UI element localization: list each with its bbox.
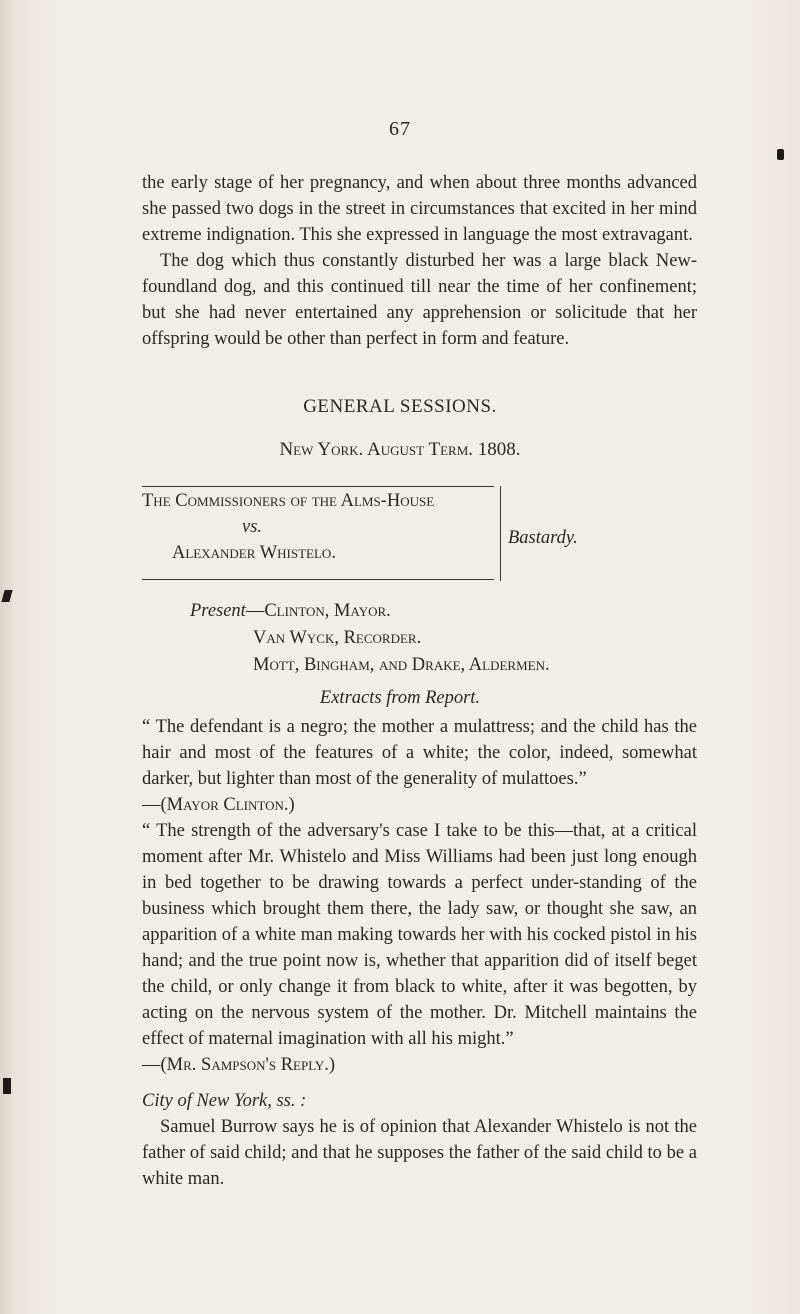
brace xyxy=(490,486,501,581)
intro-paragraph: The dog which thus constantly disturbed her was a large black New-foundland dog, and this continued till near the time of her confinement; but she had never entertained any apprehension or solicitude that her offspring would be other than perfect in form and feature. xyxy=(142,251,697,349)
intro-paragraph: the early stage of her pregnancy, and when about three months advanced she passed two dogs in the street in circumstances that excited in her mind extreme indignation. This she expressed in language the most extravagant. xyxy=(142,173,697,245)
quote-mayor-attribution: —(Mayor Clinton.) xyxy=(142,795,295,815)
quote-sampson-attribution: —(Mr. Sampson's Reply.) xyxy=(142,1055,336,1075)
extracts-title: Extracts from Report. xyxy=(319,688,481,708)
venue-line: City of New York, ss. : xyxy=(142,1091,307,1111)
quote-mayor: “ The defendant is a negro; the mother a mulattress; and the child has the hair and most of the features of a white; the color, indeed, somewhat darker, but lighter than most of the generality of mulattoes.” xyxy=(142,717,697,789)
case-caption xyxy=(142,486,682,581)
caption-bottom-rule xyxy=(142,579,494,580)
intro-text xyxy=(142,170,697,352)
present-list xyxy=(190,598,710,679)
ink-speck xyxy=(777,149,784,160)
versus: vs. xyxy=(242,517,263,537)
margin-mark xyxy=(3,1078,11,1094)
case-subject: Bastardy. xyxy=(508,528,578,548)
section-heading: GENERAL SESSIONS. xyxy=(303,396,497,417)
quote-sampson: “ The strength of the adversary's case I take to be this—that, at a critical moment after Mr. Whistelo and Miss Williams had been just long enough in bed together to be drawing towards a perfect under-standing of the business which brought them there, the lady saw, or thought she saw, an apparition of a white man making towards her with his cocked pistol in his hand; and the true point now is, whether that apparition did of itself beget the child, or only change it from black to white, after it was begotten, by acting on the nervous system of the mother. Dr. Mitchell maintains the effect of maternal imagination with all his might.” xyxy=(142,821,697,1049)
defendant: Alexander Whistelo. xyxy=(172,543,336,563)
caption-top-rule xyxy=(142,486,494,487)
plaintiff: The Commissioners of the Alms-House xyxy=(142,491,435,511)
present-mayor-line xyxy=(190,598,710,625)
affidavit-text: Samuel Burrow says he is of opinion that Alexander Whistelo is not the father of said child; and that he supposes the father of the said child to be a white man. xyxy=(142,1117,697,1189)
court-term: New York. August Term. 1808. xyxy=(279,439,521,460)
margin-mark xyxy=(1,590,12,602)
extracts-body xyxy=(142,714,697,1192)
page-number: 67 xyxy=(389,118,411,140)
present-aldermen: Mott, Bingham, and Drake, Aldermen. xyxy=(253,655,550,675)
present-label: Present xyxy=(190,601,246,621)
present-recorder: Van Wyck, Recorder. xyxy=(253,628,422,648)
present-mayor: —Clinton, Mayor. xyxy=(245,601,391,621)
